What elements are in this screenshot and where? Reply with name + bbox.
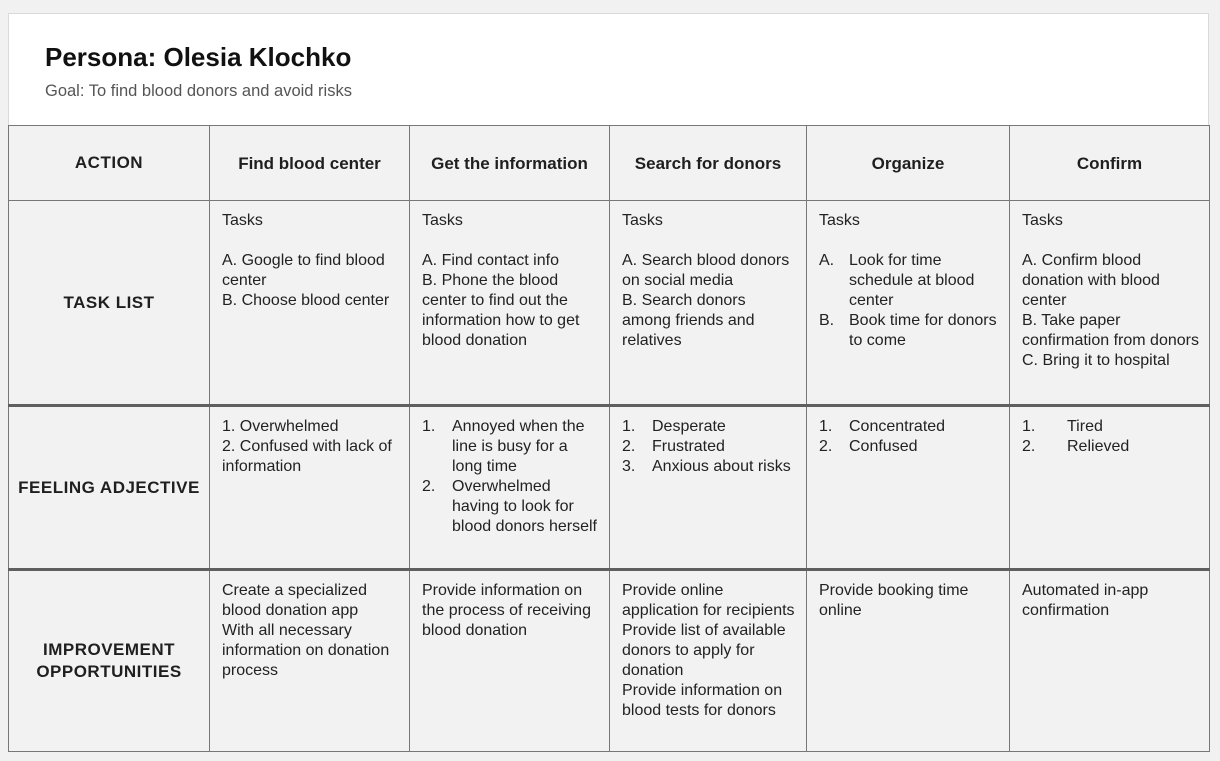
task-item: C. Bring it to hospital [1022, 352, 1170, 369]
tasks-heading: Tasks [1022, 212, 1063, 229]
task-item: A. Look for time schedule at blood center [819, 252, 975, 309]
opportunity-cell-organize [807, 570, 1010, 752]
tasks-heading: Tasks [422, 212, 463, 229]
stage-find-blood-center: Find blood center [210, 126, 410, 201]
feeling-cell-get-information [410, 406, 610, 570]
feeling-item: 2. Overwhelmed having to look for blood donors herself [422, 478, 597, 535]
action-header: ACTION [9, 126, 210, 201]
task-cell-confirm [1010, 201, 1210, 406]
opportunity-item: With all necessary information on donation process [222, 622, 390, 679]
feeling-item: 2. Relieved [1022, 438, 1130, 455]
task-cell-search-donors [610, 201, 807, 406]
journey-map-table [8, 125, 1210, 752]
feeling-item: 2. Confused with lack of information [222, 438, 392, 475]
tasks-heading: Tasks [819, 212, 860, 229]
task-item: B. Search donors among friends and relatives [622, 292, 755, 349]
opportunity-item: Provide online application for recipients [622, 582, 795, 619]
opportunity-item: Automated in-app confirmation [1022, 582, 1149, 619]
opportunity-item: Create a specialized blood donation app [222, 582, 367, 619]
stage-search-donors: Search for donors [610, 126, 807, 201]
task-item: B. Phone the blood center to find out the information how to get blood donation [422, 272, 580, 349]
feeling-cell-organize [807, 406, 1010, 570]
feeling-item: 1. Desperate [622, 418, 726, 435]
task-list [819, 251, 999, 351]
feeling-item: 1. Overwhelmed [222, 418, 339, 435]
row-label-improvement-opportunities: IMPROVEMENT OPPORTUNITIES [9, 570, 210, 752]
opportunity-item: Provide list of available donors to apply for donation [622, 622, 786, 679]
opportunity-item: Provide information on the process of receiving blood donation [422, 582, 591, 639]
row-label-feeling-adjective: FEELING ADJECTIVE [9, 406, 210, 570]
improvement-row [9, 570, 1210, 752]
page-title: Persona: Olesia Klochko [45, 42, 352, 72]
feeling-cell-confirm [1010, 406, 1210, 570]
opportunity-cell-confirm [1010, 570, 1210, 752]
task-cell-organize [807, 201, 1010, 406]
persona-goal: Goal: To find blood donors and avoid risks [45, 82, 352, 100]
task-cell-get-information [410, 201, 610, 406]
task-item: B. Book time for donors to come [819, 312, 997, 349]
feeling-item: 1. Concentrated [819, 418, 946, 435]
stage-confirm: Confirm [1010, 126, 1210, 201]
opportunity-cell-get-information [410, 570, 610, 752]
task-item: A. Confirm blood donation with blood center [1022, 252, 1160, 309]
feeling-row [9, 406, 1210, 570]
tasks-heading: Tasks [622, 212, 663, 229]
feeling-list [1022, 417, 1199, 457]
tasks-heading: Tasks [222, 212, 263, 229]
feeling-cell-search-donors [610, 406, 807, 570]
opportunity-cell-search-donors [610, 570, 807, 752]
feeling-list [819, 417, 999, 457]
task-item: A. Google to find blood center [222, 252, 385, 289]
stage-header-row [9, 126, 1210, 201]
feeling-list [622, 417, 796, 477]
row-label-task-list: TASK LIST [9, 201, 210, 406]
opportunity-item: Provide information on blood tests for donors [622, 682, 783, 719]
feeling-item: 2. Confused [819, 438, 918, 455]
task-item: A. Find contact info [422, 252, 559, 269]
task-item: B. Take paper confirmation from donors [1022, 312, 1199, 349]
feeling-item: 3. Anxious about risks [622, 458, 791, 475]
task-list-row [9, 201, 1210, 406]
task-item: B. Choose blood center [222, 292, 390, 309]
task-item: A. Search blood donors on social media [622, 252, 790, 289]
feeling-item: 1. Tired [1022, 418, 1103, 435]
feeling-item: 1. Annoyed when the line is busy for a long time [422, 418, 585, 475]
feeling-item: 2. Frustrated [622, 438, 725, 455]
stage-get-information: Get the information [410, 126, 610, 201]
opportunity-item: Provide booking time online [819, 582, 969, 619]
feeling-cell-find-blood-center [210, 406, 410, 570]
opportunity-cell-find-blood-center [210, 570, 410, 752]
stage-organize: Organize [807, 126, 1010, 201]
feeling-list [422, 417, 599, 537]
task-cell-find-blood-center [210, 201, 410, 406]
